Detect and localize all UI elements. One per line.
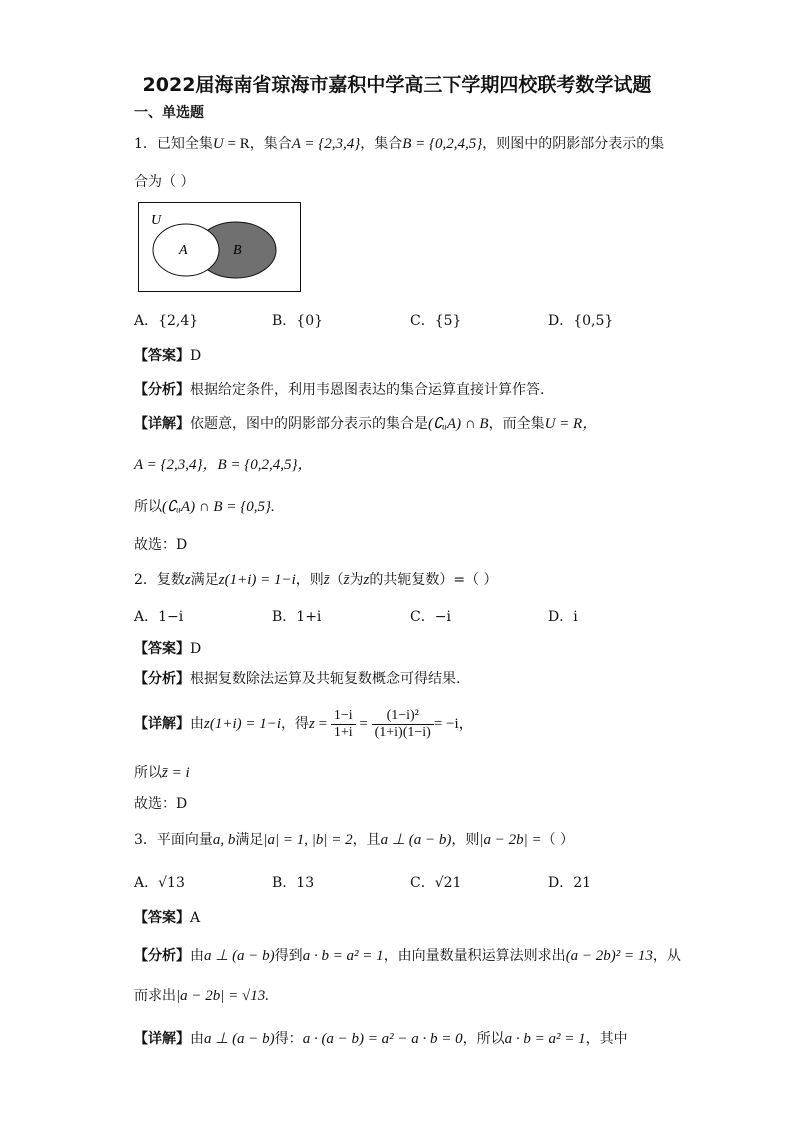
q1-detail-text: 依题意，图中的阴影部分表示的集合是 (190, 416, 428, 432)
q1-detail-line1 (134, 414, 597, 434)
q3-perpendicular: a ⊥ (a − b) (380, 832, 452, 848)
q3-detail-line1 (134, 1029, 628, 1049)
q2-option-a: A．1−i (134, 609, 184, 625)
q3-option-c: C．√21 (410, 875, 462, 891)
q2-zbar-2: z̄ (343, 572, 350, 588)
q1-universal-real: = R (223, 136, 250, 152)
q2-option-d: D．i (548, 609, 578, 625)
q3-detail-text-c: ，所以 (462, 1031, 505, 1047)
q2-fraction-1 (331, 708, 356, 741)
q2-option-b: B．1+i (272, 609, 322, 625)
q3-stem (134, 830, 574, 850)
q3-detail-text-d: ，其中 (585, 1031, 628, 1047)
q3-analysis-text-c: ，由向量数量积运算法则求出 (383, 948, 566, 964)
q3-analysis-result: |a − 2b| = √13. (176, 988, 269, 1004)
q2-condition: z(1+i) = 1−i (218, 572, 296, 588)
q3-answer-value: A (190, 910, 201, 926)
document-title: 2022届海南省琼海市嘉积中学高三下学期四校联考数学试题 (142, 74, 652, 96)
venn-label-b: B (233, 243, 242, 258)
q3-analysis-expr3: (a − 2b)² = 13 (565, 948, 653, 964)
q1-text-c: ，集合 (360, 136, 403, 152)
q2-text-b: 满足 (190, 572, 219, 588)
answer-tag: 【答案】 (134, 910, 190, 926)
analysis-tag: 【分析】 (134, 671, 190, 687)
q2-frac2-numerator: (1−i)² (372, 708, 434, 725)
q1-detail-line2 (134, 455, 313, 475)
q3-vectors: a, b (212, 832, 236, 848)
q2-fraction-2 (372, 708, 434, 741)
q1-universal-set: U (212, 136, 224, 152)
q2-answer (134, 639, 201, 659)
q1-detail-universal: U = R， (544, 416, 598, 432)
q3-analysis-text-e: 而求出 (134, 988, 176, 1004)
q1-stem-line1 (134, 134, 664, 154)
q3-analysis-text: 由 (190, 948, 204, 964)
q1-text: 1．已知全集 (134, 136, 213, 152)
q1-text-b: ，集合 (249, 136, 292, 152)
q3-analysis-text-b: 得到 (274, 948, 303, 964)
q2-detail-result: = −i， (433, 716, 474, 732)
q2-var-z-2: z (363, 572, 370, 588)
q3-analysis-line2 (134, 986, 269, 1006)
detail-tag: 【详解】 (134, 416, 190, 432)
q2-detail-line2 (134, 763, 190, 783)
q2-frac1-numerator: 1−i (331, 708, 356, 725)
q1-option-d: D．{0,5} (548, 313, 614, 329)
q1-detail-so: 所以 (134, 499, 162, 515)
q3-analysis-text-d: ，从 (652, 948, 681, 964)
q2-answer-value: D (190, 641, 202, 657)
venn-label-a: A (179, 243, 188, 258)
q1-set-a: A = {2,3,4} (291, 136, 361, 152)
q2-detail-condition: z(1+i) = 1−i (204, 716, 282, 732)
answer-tag: 【答案】 (134, 641, 190, 657)
q2-text-f: 的共轭复数）=（ ） (369, 572, 498, 588)
detail-tag: 【详解】 (134, 716, 190, 732)
q1-stem-line2: 合为（ ） (134, 174, 195, 190)
q2-detail-text-b: ，得 (281, 716, 310, 732)
q2-text-d: （ (329, 572, 344, 588)
q2-stem (134, 570, 498, 590)
q3-analysis-expr2: a · b = a² = 1 (302, 948, 384, 964)
q1-detail-sets: A = {2,3,4}，B = {0,2,4,5}， (134, 457, 313, 473)
q3-magnitudes: |a| = 1, |b| = 2 (263, 832, 353, 848)
q1-answer-value: D (190, 348, 202, 364)
q2-var-z: z (184, 572, 191, 588)
q2-zbar: z̄ (323, 572, 330, 588)
q1-detail-line3 (134, 497, 275, 517)
q3-detail-text-b: 得： (274, 1031, 303, 1047)
q3-text-b: 满足 (235, 832, 264, 848)
q1-conclusion: 故选：D (134, 537, 188, 553)
q3-detail-text: 由 (190, 1031, 204, 1047)
q2-frac1-denominator: 1+i (333, 724, 353, 740)
venn-diagram (138, 202, 302, 294)
q2-text-c: ，则 (295, 572, 324, 588)
q1-set-b: B = {0,2,4,5} (402, 136, 483, 152)
q3-text-e: （ ） (541, 832, 575, 848)
q2-detail-text: 由 (190, 716, 204, 732)
q2-detail-final: z̄ = i (162, 765, 190, 781)
q1-text-d: ，则图中的阴影部分表示的集 (482, 136, 665, 152)
q2-frac2-denominator: (1+i)(1−i) (374, 724, 431, 740)
answer-tag: 【答案】 (134, 348, 190, 364)
q2-option-c: C．−i (410, 609, 451, 625)
q1-detail-text-b: ，而全集 (488, 416, 545, 432)
q3-text: 3．平面向量 (134, 832, 213, 848)
q3-option-a: A．√13 (134, 875, 185, 891)
q1-answer (134, 346, 201, 366)
q2-analysis-text: 根据复数除法运算及共轭复数概念可得结果. (190, 671, 461, 687)
q3-detail-expr1: a ⊥ (a − b) (204, 1031, 275, 1047)
q3-detail-expr3: a · b = a² = 1 (504, 1031, 586, 1047)
q1-option-a: A．{2,4} (134, 313, 199, 329)
q3-answer (134, 908, 200, 928)
q2-analysis (134, 669, 460, 689)
q3-text-d: ，则 (451, 832, 480, 848)
q2-conclusion: 故选：D (134, 796, 188, 812)
q1-detail-result: (∁ᵤA) ∩ B = {0,5}. (162, 499, 275, 515)
section-heading: 一、单选题 (134, 105, 204, 121)
q3-option-d: D．21 (548, 875, 592, 891)
q1-option-b: B．{0} (272, 313, 324, 329)
venn-label-u: U (151, 213, 162, 228)
q1-option-c: C．{5} (410, 313, 462, 329)
q3-analysis-expr1: a ⊥ (a − b) (204, 948, 275, 964)
q3-option-b: B．13 (272, 875, 315, 891)
q2-text-e: 为 (349, 572, 364, 588)
q3-text-c: ，且 (352, 832, 381, 848)
q1-detail-expr: (∁ᵤA) ∩ B (428, 416, 489, 432)
q1-analysis-text: 根据给定条件，利用韦恩图表达的集合运算直接计算作答. (190, 382, 545, 398)
q2-text: 2．复数 (134, 572, 185, 588)
q2-detail-so: 所以 (134, 765, 162, 781)
detail-tag: 【详解】 (134, 1031, 190, 1047)
q1-analysis (134, 380, 544, 400)
q2-detail-line1: 【详解】由z(1+i) = 1−i，得z = $\frac{1-i}{1+i}$ = $\frac{\text{(1−i)²}}{(1+i)(1-i)}$ = −i， (134, 707, 474, 740)
q3-analysis-line1 (134, 946, 681, 966)
analysis-tag: 【分析】 (134, 948, 190, 964)
q2-detail-z: z (309, 716, 315, 732)
analysis-tag: 【分析】 (134, 382, 190, 398)
q3-detail-expr2: a · (a − b) = a² − a · b = 0 (302, 1031, 463, 1047)
q3-target: |a − 2b| = (479, 832, 542, 848)
